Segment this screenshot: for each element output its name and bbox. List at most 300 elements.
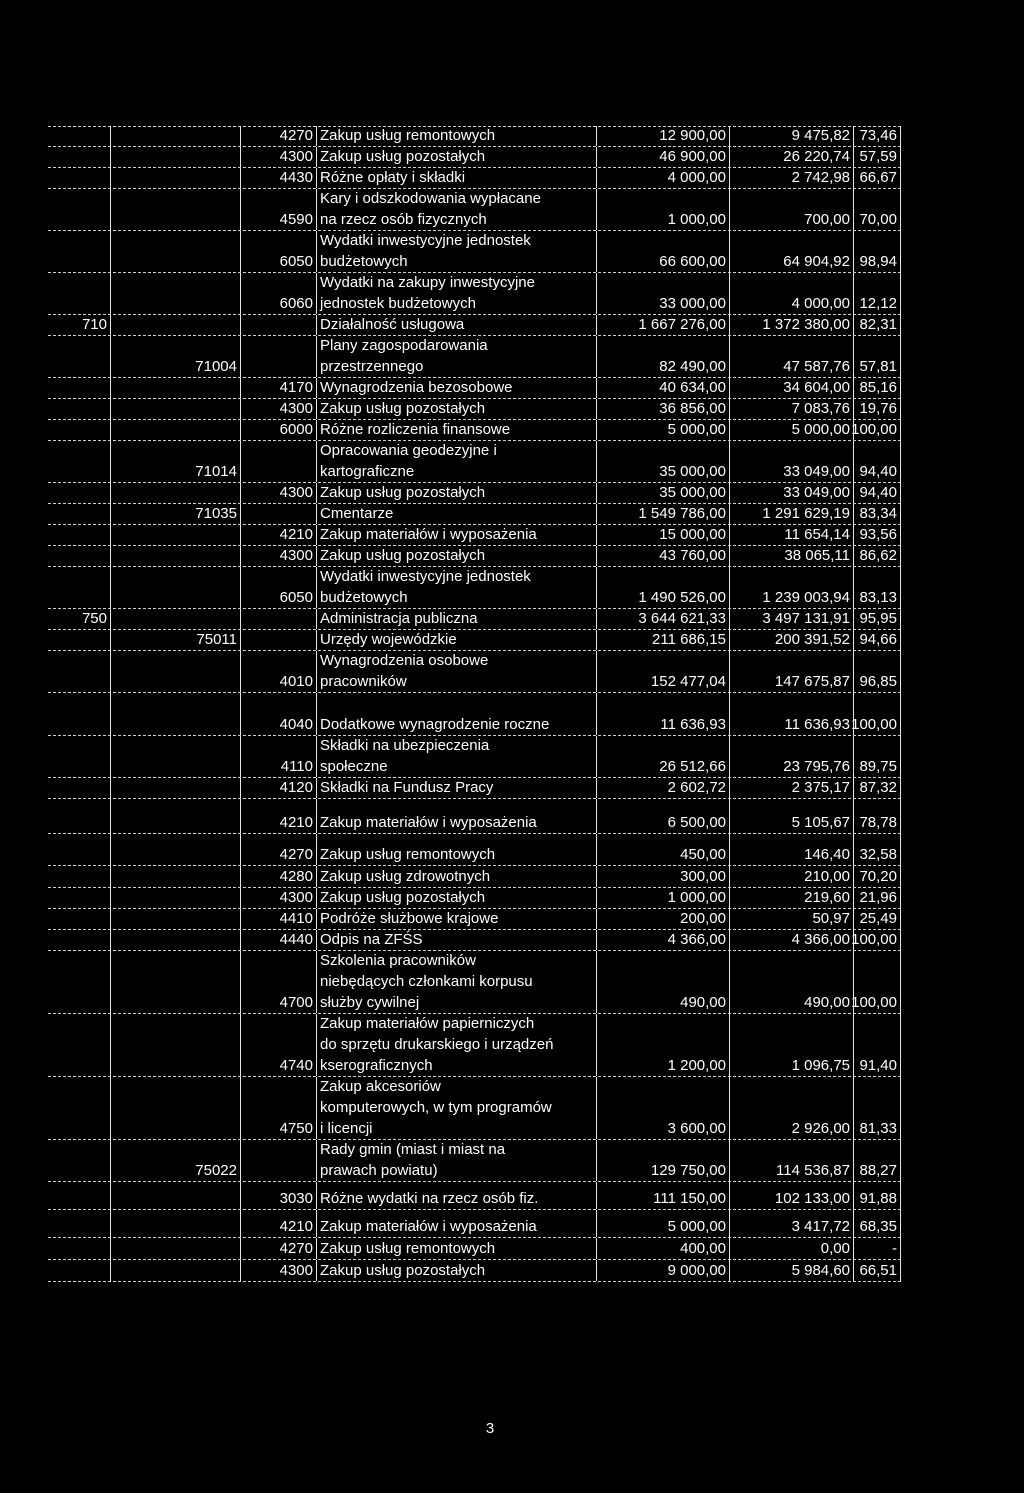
execution-percent-text: 94,40 bbox=[859, 463, 897, 480]
plan-amount-cell bbox=[596, 930, 729, 950]
paragraph-cell bbox=[240, 909, 316, 929]
execution-amount-cell bbox=[729, 909, 853, 929]
execution-percent-text: 100,00 bbox=[851, 421, 897, 438]
table-row bbox=[48, 888, 901, 909]
execution-percent-text: 81,33 bbox=[859, 1120, 897, 1137]
paragraph-cell bbox=[240, 651, 316, 692]
execution-percent-text: - bbox=[892, 1240, 897, 1257]
division-cell bbox=[48, 1210, 110, 1237]
execution-percent-cell bbox=[853, 189, 901, 230]
execution-percent-text: 88,27 bbox=[859, 1162, 897, 1179]
plan-amount-text: 4 366,00 bbox=[667, 931, 726, 948]
plan-amount-text: 1 490 526,00 bbox=[638, 589, 726, 606]
execution-amount-text: 64 904,92 bbox=[783, 253, 850, 270]
table-row bbox=[48, 399, 901, 420]
division-cell bbox=[48, 189, 110, 230]
execution-amount-cell bbox=[729, 1260, 853, 1281]
execution-percent-text: 19,76 bbox=[859, 400, 897, 417]
description-text: Zakup materiałów i wyposażenia bbox=[320, 814, 537, 831]
table-row bbox=[48, 1210, 901, 1238]
execution-amount-cell bbox=[729, 546, 853, 566]
description-cell bbox=[316, 888, 596, 908]
table-row bbox=[48, 693, 901, 736]
paragraph-cell bbox=[240, 420, 316, 440]
paragraph-text: 4270 bbox=[279, 127, 313, 144]
execution-amount-cell bbox=[729, 231, 853, 272]
chapter-cell bbox=[110, 799, 240, 833]
execution-amount-cell bbox=[729, 126, 853, 146]
paragraph-cell bbox=[240, 736, 316, 777]
division-cell bbox=[48, 420, 110, 440]
plan-amount-text: 40 634,00 bbox=[659, 379, 726, 396]
execution-amount-text: 490,00 bbox=[804, 994, 850, 1011]
chapter-text: 75011 bbox=[196, 631, 237, 648]
description-cell bbox=[316, 909, 596, 929]
execution-amount-cell bbox=[729, 736, 853, 777]
plan-amount-cell bbox=[596, 799, 729, 833]
execution-percent-text: 12,12 bbox=[859, 295, 897, 312]
division-cell bbox=[48, 315, 110, 335]
execution-percent-cell bbox=[853, 1140, 901, 1181]
plan-amount-text: 43 760,00 bbox=[659, 547, 726, 564]
division-cell bbox=[48, 525, 110, 545]
execution-amount-text: 1 239 003,94 bbox=[762, 589, 850, 606]
division-cell bbox=[48, 147, 110, 167]
execution-percent-cell bbox=[853, 273, 901, 314]
execution-percent-text: 57,59 bbox=[859, 148, 897, 165]
plan-amount-cell bbox=[596, 189, 729, 230]
chapter-cell bbox=[110, 189, 240, 230]
execution-percent-cell bbox=[853, 1260, 901, 1281]
table-row bbox=[48, 834, 901, 866]
paragraph-text: 4300 bbox=[279, 484, 313, 501]
execution-amount-cell bbox=[729, 378, 853, 398]
execution-percent-text: 91,88 bbox=[859, 1190, 897, 1207]
execution-percent-text: 57,81 bbox=[859, 358, 897, 375]
description-cell bbox=[316, 1014, 596, 1076]
execution-percent-cell bbox=[853, 378, 901, 398]
execution-amount-text: 3 417,72 bbox=[791, 1218, 850, 1235]
description-text: Wydatki inwestycyjne jednostek budżetowych bbox=[320, 232, 531, 270]
execution-amount-text: 50,97 bbox=[812, 910, 850, 927]
paragraph-cell bbox=[240, 126, 316, 146]
paragraph-text: 4300 bbox=[279, 1262, 313, 1279]
plan-amount-text: 3 600,00 bbox=[667, 1120, 726, 1137]
description-text: Zakup usług pozostałych bbox=[320, 1262, 486, 1279]
plan-amount-text: 6 500,00 bbox=[667, 814, 726, 831]
description-cell bbox=[316, 1077, 596, 1139]
description-cell bbox=[316, 1238, 596, 1259]
paragraph-text: 4210 bbox=[279, 526, 313, 543]
execution-amount-cell bbox=[729, 866, 853, 887]
chapter-cell bbox=[110, 231, 240, 272]
execution-percent-cell bbox=[853, 930, 901, 950]
execution-amount-text: 34 604,00 bbox=[783, 379, 850, 396]
chapter-cell bbox=[110, 1210, 240, 1237]
plan-amount-text: 12 900,00 bbox=[659, 127, 726, 144]
description-text: Plany zagospodarowania przestrzennego bbox=[320, 337, 488, 375]
plan-amount-cell bbox=[596, 1210, 729, 1237]
execution-percent-cell bbox=[853, 951, 901, 1013]
execution-percent-cell bbox=[853, 147, 901, 167]
division-cell bbox=[48, 736, 110, 777]
execution-amount-text: 200 391,52 bbox=[774, 631, 850, 648]
description-cell bbox=[316, 567, 596, 608]
execution-amount-cell bbox=[729, 168, 853, 188]
execution-amount-cell bbox=[729, 420, 853, 440]
division-cell bbox=[48, 441, 110, 482]
description-cell bbox=[316, 273, 596, 314]
paragraph-text: 4430 bbox=[279, 169, 313, 186]
execution-amount-text: 0,00 bbox=[820, 1240, 850, 1257]
plan-amount-cell bbox=[596, 1260, 729, 1281]
description-cell bbox=[316, 1210, 596, 1237]
plan-amount-text: 3 644 621,33 bbox=[638, 610, 726, 627]
description-cell bbox=[316, 126, 596, 146]
execution-percent-cell bbox=[853, 336, 901, 377]
paragraph-cell bbox=[240, 441, 316, 482]
execution-percent-cell bbox=[853, 1077, 901, 1139]
execution-percent-text: 66,51 bbox=[859, 1262, 897, 1279]
chapter-cell bbox=[110, 441, 240, 482]
division-cell bbox=[48, 126, 110, 146]
execution-percent-text: 100,00 bbox=[851, 716, 897, 733]
paragraph-text: 4590 bbox=[279, 211, 313, 228]
execution-percent-cell bbox=[853, 546, 901, 566]
execution-percent-text: 100,00 bbox=[851, 931, 897, 948]
description-text: Dodatkowe wynagrodzenie roczne bbox=[320, 716, 550, 733]
execution-amount-text: 23 795,76 bbox=[783, 758, 850, 775]
execution-amount-cell bbox=[729, 399, 853, 419]
chapter-cell bbox=[110, 273, 240, 314]
paragraph-text: 4410 bbox=[279, 910, 313, 927]
execution-percent-cell bbox=[853, 630, 901, 650]
execution-amount-cell bbox=[729, 951, 853, 1013]
execution-percent-cell bbox=[853, 420, 901, 440]
execution-amount-cell bbox=[729, 888, 853, 908]
execution-amount-cell bbox=[729, 630, 853, 650]
description-cell bbox=[316, 778, 596, 798]
paragraph-cell bbox=[240, 483, 316, 503]
execution-percent-cell bbox=[853, 651, 901, 692]
execution-percent-cell bbox=[853, 866, 901, 887]
description-cell bbox=[316, 930, 596, 950]
plan-amount-text: 4 000,00 bbox=[667, 169, 726, 186]
chapter-cell bbox=[110, 1140, 240, 1181]
paragraph-cell bbox=[240, 168, 316, 188]
plan-amount-cell bbox=[596, 778, 729, 798]
plan-amount-cell bbox=[596, 378, 729, 398]
chapter-cell bbox=[110, 651, 240, 692]
paragraph-cell bbox=[240, 273, 316, 314]
paragraph-text: 4120 bbox=[279, 779, 313, 796]
division-cell bbox=[48, 1014, 110, 1076]
table-row bbox=[48, 504, 901, 525]
execution-percent-cell bbox=[853, 525, 901, 545]
paragraph-cell bbox=[240, 799, 316, 833]
execution-percent-text: 93,56 bbox=[859, 526, 897, 543]
paragraph-cell bbox=[240, 834, 316, 865]
description-text: Urzędy wojewódzkie bbox=[320, 631, 457, 648]
paragraph-cell bbox=[240, 231, 316, 272]
plan-amount-cell bbox=[596, 168, 729, 188]
execution-percent-text: 83,13 bbox=[859, 589, 897, 606]
plan-amount-cell bbox=[596, 546, 729, 566]
plan-amount-text: 33 000,00 bbox=[659, 295, 726, 312]
paragraph-text: 4210 bbox=[279, 814, 313, 831]
execution-percent-text: 66,67 bbox=[859, 169, 897, 186]
execution-amount-text: 4 366,00 bbox=[791, 931, 850, 948]
description-cell bbox=[316, 441, 596, 482]
execution-percent-cell bbox=[853, 888, 901, 908]
plan-amount-text: 66 600,00 bbox=[659, 253, 726, 270]
table-row bbox=[48, 525, 901, 546]
paragraph-text: 4300 bbox=[279, 547, 313, 564]
chapter-cell bbox=[110, 126, 240, 146]
table-row bbox=[48, 778, 901, 799]
plan-amount-cell bbox=[596, 1077, 729, 1139]
paragraph-cell bbox=[240, 1260, 316, 1281]
execution-percent-text: 32,58 bbox=[859, 846, 897, 863]
execution-amount-cell bbox=[729, 778, 853, 798]
table-row bbox=[48, 930, 901, 951]
paragraph-cell bbox=[240, 525, 316, 545]
table-row bbox=[48, 736, 901, 778]
chapter-cell bbox=[110, 504, 240, 524]
execution-amount-text: 33 049,00 bbox=[783, 484, 850, 501]
division-cell bbox=[48, 336, 110, 377]
paragraph-text: 6000 bbox=[279, 421, 313, 438]
table-row bbox=[48, 315, 901, 336]
division-cell bbox=[48, 399, 110, 419]
description-cell bbox=[316, 609, 596, 629]
plan-amount-cell bbox=[596, 420, 729, 440]
description-cell bbox=[316, 378, 596, 398]
division-cell bbox=[48, 866, 110, 887]
table-row bbox=[48, 1260, 901, 1282]
plan-amount-text: 152 477,04 bbox=[650, 673, 726, 690]
execution-amount-cell bbox=[729, 651, 853, 692]
chapter-cell bbox=[110, 483, 240, 503]
table-row bbox=[48, 546, 901, 567]
description-text: Zakup usług pozostałych bbox=[320, 400, 486, 417]
description-cell bbox=[316, 189, 596, 230]
chapter-text: 75022 bbox=[195, 1162, 237, 1179]
chapter-text: 71004 bbox=[195, 358, 237, 375]
table-row bbox=[48, 567, 901, 609]
description-cell bbox=[316, 483, 596, 503]
paragraph-text: 4210 bbox=[279, 1218, 313, 1235]
plan-amount-cell bbox=[596, 399, 729, 419]
plan-amount-cell bbox=[596, 315, 729, 335]
plan-amount-cell bbox=[596, 273, 729, 314]
description-text: Zakup materiałów i wyposażenia bbox=[320, 526, 537, 543]
division-cell bbox=[48, 546, 110, 566]
plan-amount-cell bbox=[596, 1182, 729, 1209]
plan-amount-cell bbox=[596, 1238, 729, 1259]
paragraph-text: 6060 bbox=[279, 295, 313, 312]
plan-amount-text: 211 686,15 bbox=[652, 631, 726, 648]
plan-amount-text: 46 900,00 bbox=[659, 148, 726, 165]
execution-percent-cell bbox=[853, 504, 901, 524]
division-text: 710 bbox=[81, 316, 107, 333]
paragraph-cell bbox=[240, 1210, 316, 1237]
execution-amount-text: 700,00 bbox=[804, 211, 850, 228]
execution-percent-cell bbox=[853, 693, 901, 735]
chapter-cell bbox=[110, 399, 240, 419]
chapter-cell bbox=[110, 736, 240, 777]
execution-amount-cell bbox=[729, 693, 853, 735]
description-text: Zakup usług remontowych bbox=[320, 846, 496, 863]
division-cell bbox=[48, 378, 110, 398]
description-text: Wydatki na zakupy inwestycyjne jednostek budżetowych bbox=[320, 274, 535, 312]
description-text: Wydatki inwestycyjne jednostek budżetowych bbox=[320, 568, 531, 606]
description-text: Zakup akcesoriów komputerowych, w tym programów i licencji bbox=[320, 1078, 552, 1137]
paragraph-text: 4740 bbox=[279, 1057, 313, 1074]
execution-percent-text: 95,95 bbox=[859, 610, 897, 627]
table-row bbox=[48, 1140, 901, 1182]
plan-amount-cell bbox=[596, 693, 729, 735]
division-cell bbox=[48, 909, 110, 929]
plan-amount-cell bbox=[596, 441, 729, 482]
plan-amount-cell bbox=[596, 951, 729, 1013]
execution-amount-text: 1 372 380,00 bbox=[762, 316, 850, 333]
execution-amount-text: 114 536,87 bbox=[776, 1162, 850, 1179]
execution-amount-cell bbox=[729, 1140, 853, 1181]
execution-amount-cell bbox=[729, 336, 853, 377]
division-cell bbox=[48, 1182, 110, 1209]
execution-percent-text: 70,20 bbox=[859, 868, 897, 885]
paragraph-text: 4270 bbox=[279, 846, 313, 863]
division-cell bbox=[48, 651, 110, 692]
table-row bbox=[48, 651, 901, 693]
paragraph-cell bbox=[240, 930, 316, 950]
description-cell bbox=[316, 834, 596, 865]
table-row bbox=[48, 1077, 901, 1140]
execution-percent-text: 78,78 bbox=[859, 814, 897, 831]
description-cell bbox=[316, 651, 596, 692]
execution-percent-text: 98,94 bbox=[859, 253, 897, 270]
table-row bbox=[48, 420, 901, 441]
execution-percent-text: 96,85 bbox=[859, 673, 897, 690]
execution-percent-cell bbox=[853, 567, 901, 608]
chapter-cell bbox=[110, 1077, 240, 1139]
description-cell bbox=[316, 951, 596, 1013]
table-row bbox=[48, 866, 901, 888]
execution-amount-cell bbox=[729, 1014, 853, 1076]
division-cell bbox=[48, 834, 110, 865]
execution-amount-cell bbox=[729, 799, 853, 833]
execution-amount-text: 146,40 bbox=[804, 846, 850, 863]
table-row bbox=[48, 483, 901, 504]
plan-amount-cell bbox=[596, 834, 729, 865]
execution-percent-text: 91,40 bbox=[859, 1057, 897, 1074]
execution-amount-cell bbox=[729, 525, 853, 545]
plan-amount-text: 2 602,72 bbox=[667, 779, 726, 796]
paragraph-cell bbox=[240, 336, 316, 377]
paragraph-text: 4270 bbox=[279, 1240, 313, 1257]
plan-amount-cell bbox=[596, 736, 729, 777]
division-cell bbox=[48, 693, 110, 735]
description-cell bbox=[316, 1260, 596, 1281]
plan-amount-cell bbox=[596, 483, 729, 503]
plan-amount-cell bbox=[596, 909, 729, 929]
execution-percent-cell bbox=[853, 168, 901, 188]
description-text: Rady gmin (miast i miast na prawach powiatu) bbox=[320, 1141, 506, 1179]
table-row bbox=[48, 273, 901, 315]
plan-amount-cell bbox=[596, 336, 729, 377]
plan-amount-text: 1 549 786,00 bbox=[638, 505, 726, 522]
table-row bbox=[48, 378, 901, 399]
paragraph-text: 4700 bbox=[279, 994, 313, 1011]
chapter-cell bbox=[110, 147, 240, 167]
paragraph-cell bbox=[240, 1077, 316, 1139]
paragraph-text: 3030 bbox=[279, 1190, 313, 1207]
chapter-cell bbox=[110, 336, 240, 377]
execution-amount-text: 1 291 629,19 bbox=[762, 505, 850, 522]
table-row bbox=[48, 231, 901, 273]
chapter-cell bbox=[110, 525, 240, 545]
plan-amount-text: 1 200,00 bbox=[667, 1057, 726, 1074]
table-row bbox=[48, 1014, 901, 1077]
execution-percent-cell bbox=[853, 1182, 901, 1209]
execution-percent-cell bbox=[853, 483, 901, 503]
execution-percent-text: 82,31 bbox=[859, 316, 897, 333]
description-text: Zakup materiałów i wyposażenia bbox=[320, 1218, 537, 1235]
chapter-cell bbox=[110, 909, 240, 929]
chapter-cell bbox=[110, 546, 240, 566]
chapter-cell bbox=[110, 378, 240, 398]
description-cell bbox=[316, 630, 596, 650]
execution-amount-text: 33 049,00 bbox=[783, 463, 850, 480]
description-cell bbox=[316, 546, 596, 566]
chapter-text: 71035 bbox=[195, 505, 237, 522]
description-text: Zakup materiałów papierniczych do sprzętu drukarskiego i urządzeń kserograficznych bbox=[320, 1015, 554, 1074]
chapter-cell bbox=[110, 866, 240, 887]
description-text: Zakup usług zdrowotnych bbox=[320, 868, 491, 885]
execution-amount-text: 7 083,76 bbox=[791, 400, 850, 417]
execution-percent-cell bbox=[853, 441, 901, 482]
plan-amount-cell bbox=[596, 126, 729, 146]
division-cell bbox=[48, 930, 110, 950]
description-cell bbox=[316, 336, 596, 377]
execution-percent-cell bbox=[853, 799, 901, 833]
execution-amount-text: 5 984,60 bbox=[791, 1262, 850, 1279]
division-cell bbox=[48, 504, 110, 524]
description-text: Składki na Fundusz Pracy bbox=[320, 779, 494, 796]
table-row bbox=[48, 126, 901, 147]
execution-percent-cell bbox=[853, 736, 901, 777]
chapter-cell bbox=[110, 693, 240, 735]
description-text: Różne wydatki na rzecz osób fiz. bbox=[320, 1190, 539, 1207]
division-cell bbox=[48, 1238, 110, 1259]
division-cell bbox=[48, 1260, 110, 1281]
table-row bbox=[48, 799, 901, 834]
execution-amount-cell bbox=[729, 273, 853, 314]
paragraph-text: 4440 bbox=[279, 931, 313, 948]
table-row bbox=[48, 630, 901, 651]
chapter-cell bbox=[110, 567, 240, 608]
chapter-cell bbox=[110, 630, 240, 650]
division-cell bbox=[48, 273, 110, 314]
table-row bbox=[48, 1238, 901, 1260]
chapter-cell bbox=[110, 930, 240, 950]
execution-amount-text: 9 475,82 bbox=[791, 127, 850, 144]
execution-amount-text: 4 000,00 bbox=[791, 295, 850, 312]
table-row bbox=[48, 609, 901, 630]
description-text: Zakup usług pozostałych bbox=[320, 148, 486, 165]
paragraph-cell bbox=[240, 378, 316, 398]
